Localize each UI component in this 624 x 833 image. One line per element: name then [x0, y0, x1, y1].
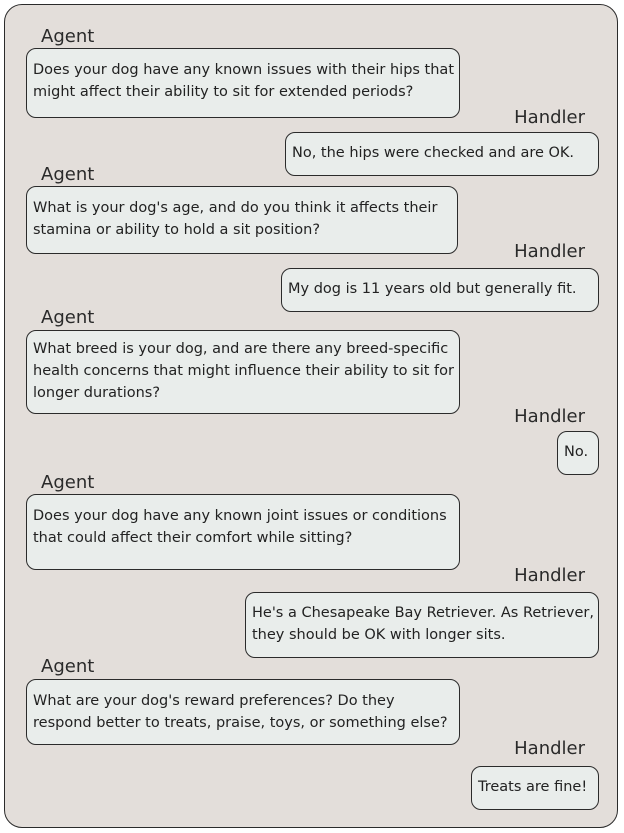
message-line: stamina or ability to hold a sit position?	[33, 222, 321, 238]
message-line: might affect their ability to sit for extended periods?	[33, 84, 414, 100]
speaker-label-handler: Handler	[514, 565, 585, 586]
message-line: they should be OK with longer sits.	[252, 627, 506, 643]
speaker-label-agent: Agent	[41, 656, 95, 677]
agent-message-bubble	[26, 330, 460, 414]
message-line: My dog is 11 years old but generally fit.	[288, 281, 577, 297]
message-line: No, the hips were checked and are OK.	[292, 145, 575, 161]
message-line: Does your dog have any known joint issues or conditions	[33, 508, 447, 524]
speaker-label-agent: Agent	[41, 472, 95, 493]
message-line: Treats are fine!	[478, 779, 588, 795]
message-line: longer durations?	[33, 385, 161, 401]
message-line: He's a Chesapeake Bay Retriever. As Retriever,	[252, 605, 594, 621]
agent-message-bubble	[26, 186, 458, 254]
message-line: What are your dog's reward preferences? Do they	[33, 693, 395, 709]
handler-message-bubble	[245, 592, 599, 658]
speaker-label-handler: Handler	[514, 107, 585, 128]
agent-message-bubble	[26, 48, 460, 118]
speaker-label-handler: Handler	[514, 241, 585, 262]
speaker-label-agent: Agent	[41, 307, 95, 328]
message-line: health concerns that might influence their ability to sit for	[33, 363, 454, 379]
handler-message-bubble	[281, 268, 599, 312]
agent-message-bubble	[26, 679, 460, 745]
speaker-label-agent: Agent	[41, 164, 95, 185]
speaker-label-handler: Handler	[514, 738, 585, 759]
message-line: No.	[564, 444, 589, 460]
message-line: What breed is your dog, and are there any breed-specific	[33, 341, 449, 357]
chat-transcript-panel	[4, 4, 618, 828]
handler-message-bubble	[471, 766, 599, 810]
handler-message-bubble	[557, 431, 599, 475]
speaker-label-handler: Handler	[514, 406, 585, 427]
agent-message-bubble	[26, 494, 460, 570]
handler-message-bubble	[285, 132, 599, 176]
message-line: What is your dog's age, and do you think it affects their	[33, 200, 438, 216]
message-line: Does your dog have any known issues with their hips that	[33, 62, 455, 78]
message-line: respond better to treats, praise, toys, or something else?	[33, 715, 448, 731]
speaker-label-agent: Agent	[41, 26, 95, 47]
message-line: that could affect their comfort while sitting?	[33, 530, 353, 546]
